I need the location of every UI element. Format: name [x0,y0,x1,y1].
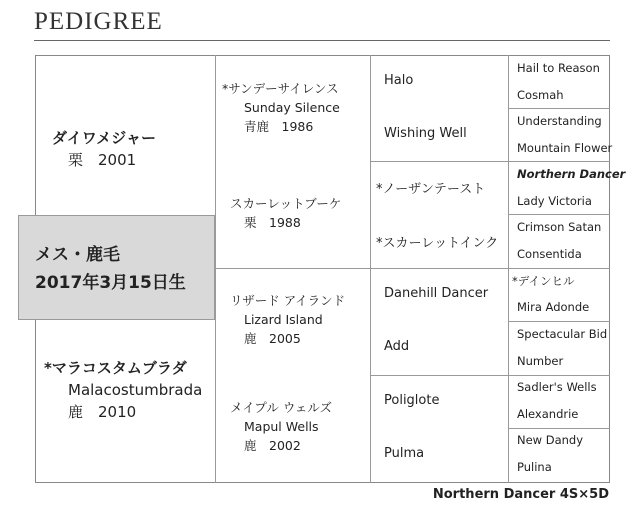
gen4-name: Cosmah [517,88,564,102]
gen3-name: Wishing Well [384,126,467,141]
gen2-name: メイプル ウェルズ [230,400,332,415]
gen4-name: Pulina [517,460,552,474]
gen2-detail: 栗 1988 [244,215,301,230]
page-title: PEDIGREE [34,8,163,35]
row-divider [370,161,508,162]
gen4-name: Number [517,354,564,368]
row-divider [508,428,610,429]
column-divider [508,55,509,483]
row-divider [215,268,370,269]
inbreeding-note: Northern Dancer 4S×5D [432,487,609,502]
dam-detail: 鹿 2010 [68,403,137,421]
gen2-detail: 青鹿 1986 [244,119,314,134]
gen2-name: スカーレットブーケ [230,196,342,211]
gen4-name: Mira Adonde [517,300,590,314]
column-divider [370,55,371,483]
row-divider [508,214,610,215]
gen3-name: Halo [384,73,414,88]
gen3-name: Poliglote [384,393,440,408]
subject-birth: 2017年3月15日生 [35,273,186,293]
row-divider [508,161,610,162]
sire-detail: 栗 2001 [68,151,137,169]
gen2-detail: 鹿 2005 [244,331,301,346]
gen2-name: リザード アイランド [230,293,346,308]
gen3-name: *ノーザンテースト [376,182,486,197]
gen2-detail: 鹿 2002 [244,438,301,453]
gen4-name: Alexandrie [517,407,579,421]
dam-name: *マラコスタムブラダ [44,359,187,377]
gen4-name: *デインヒル [512,274,575,288]
gen2-roman: Lizard Island [244,312,323,327]
gen2-roman: Mapul Wells [244,419,319,434]
gen4-name: Spectacular Bid [517,327,608,341]
dam-roman: Malacostumbrada [68,381,203,399]
row-divider [508,321,610,322]
gen3-name: Add [384,339,410,354]
gen4-name: Mountain Flower [517,141,613,155]
gen2-name: *サンデーサイレンス [222,81,339,96]
gen4-name: Consentida [517,247,582,261]
gen4-name: Sadler's Wells [517,380,597,394]
gen4-name: Hail to Reason [517,61,600,75]
gen2-roman: Sunday Silence [244,100,340,115]
gen4-name: Lady Victoria [517,194,592,208]
row-divider [508,375,610,376]
gen4-name: Understanding [517,114,602,128]
title-divider [34,40,610,41]
gen4-name: Northern Dancer [517,167,626,181]
row-divider [370,268,508,269]
gen3-name: Pulma [384,446,425,461]
row-divider [508,108,610,109]
subject-name: メス・鹿毛 [35,245,120,265]
row-divider [370,375,508,376]
gen3-name: Danehill Dancer [384,286,489,301]
gen4-name: Crimson Satan [517,220,602,234]
subject-box [18,215,215,320]
sire-name: ダイワメジャー [52,129,156,147]
column-divider [215,55,216,483]
gen4-name: New Dandy [517,433,584,447]
row-divider [508,268,610,269]
gen3-name: *スカーレットインク [376,236,499,251]
